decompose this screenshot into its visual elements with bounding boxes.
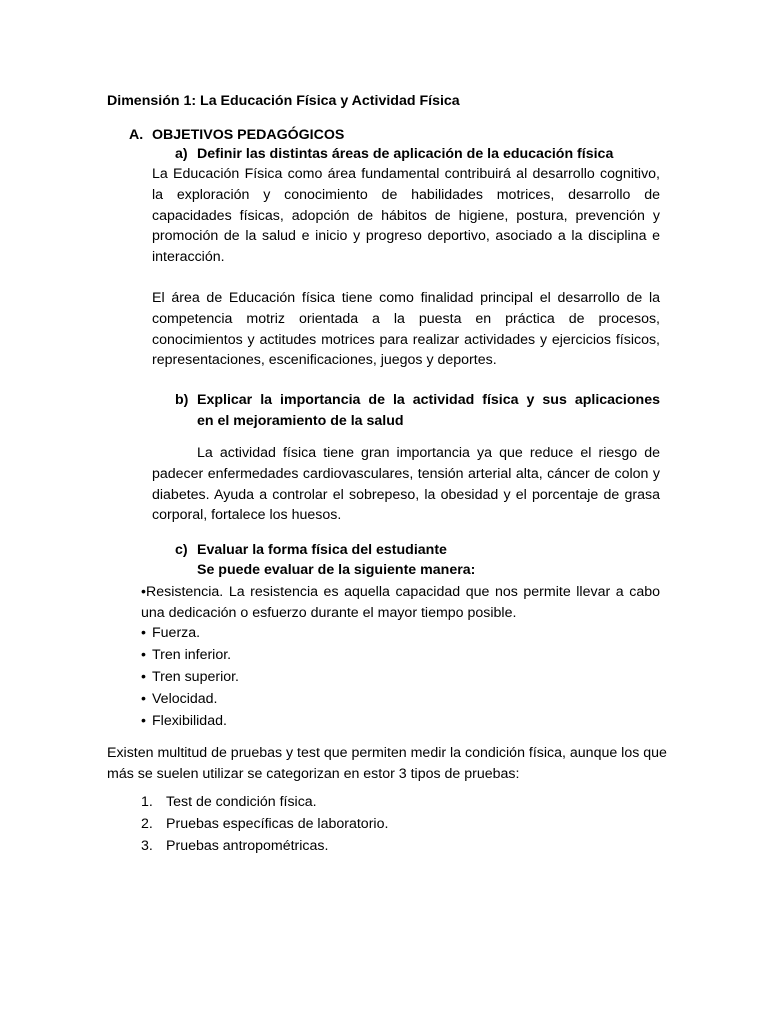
section-a-marker: A.	[129, 127, 144, 143]
bullet-icon: •	[141, 713, 146, 729]
sub-a-heading: Definir las distintas áreas de aplicación de la educación física	[197, 146, 614, 162]
bullet-list	[141, 582, 660, 624]
numbered-list-item: Pruebas específicas de laboratorio.	[166, 816, 389, 832]
section-a-heading: OBJETIVOS PEDAGÓGICOS	[152, 127, 345, 143]
list-item	[141, 582, 660, 624]
sub-b-heading-line-2: en el mejoramiento de la salud	[197, 413, 404, 429]
list-item: Tren inferior.	[152, 647, 232, 663]
sub-a-paragraph-2: El área de Educación física tiene como finalidad principal el desarrollo de la competencia motriz orientada a la puesta en práctica de procesos, conocimientos y actitudes motrices para realizar actividades y ejercicios físicos, representaciones, escenificaciones, juegos y deportes.	[152, 290, 660, 369]
list-item: Fuerza.	[152, 625, 201, 641]
bullet-icon: •	[141, 691, 146, 707]
sub-a-marker: a)	[175, 146, 188, 162]
sub-b-paragraph: La actividad física tiene gran importancia ya que reduce el riesgo de padecer enfermedades cardiovasculares, tensión arterial alta, cáncer de colon y diabetes. Ayuda a controlar el sobrepeso, la obesidad y el porcentaje de grasa corporal, fortalece los huesos.	[152, 445, 660, 524]
bullet-text: Resistencia. La resistencia es aquella capacidad que nos permite llevar a cabo una dedicación o esfuerzo durante el mayor tiempo posible.	[141, 584, 660, 621]
list-item: Velocidad.	[152, 691, 218, 707]
numbered-list-marker: 3.	[141, 838, 153, 854]
numbered-list-item: Test de condición física.	[166, 794, 317, 810]
closing-paragraph: Existen multitud de pruebas y test que permiten medir la condición física, aunque los que más se suelen utilizar se categorizan en estor 3 tipos de pruebas:	[107, 745, 667, 782]
numbered-list-marker: 1.	[141, 794, 153, 810]
numbered-list-item: Pruebas antropométricas.	[166, 838, 329, 854]
numbered-list-marker: 2.	[141, 816, 153, 832]
bullet-icon: •	[141, 669, 146, 685]
list-item: Tren superior.	[152, 669, 240, 685]
sub-b-marker: b)	[175, 392, 189, 408]
list-item: Flexibilidad.	[152, 713, 227, 729]
document-title: Dimensión 1: La Educación Física y Actividad Física	[107, 93, 460, 109]
bullet-icon: •	[141, 584, 146, 600]
sub-c-heading-line-1: Evaluar la forma física del estudiante	[197, 542, 447, 558]
sub-c-marker: c)	[175, 542, 188, 558]
bullet-icon: •	[141, 647, 146, 663]
sub-a-paragraph-1: La Educación Física como área fundamental contribuirá al desarrollo cognitivo, la exploración y conocimiento de habilidades motrices, desarrollo de capacidades físicas, adopción de hábitos de higiene, postura, prevención y promoción de la salud e inicio y progreso deportivo, asociado a la disciplina e interacción.	[152, 166, 660, 266]
sub-c-heading-line-2: Se puede evaluar de la siguiente manera:	[197, 562, 476, 578]
sub-b-heading-line-1: Explicar la importancia de la actividad física y sus aplicaciones	[197, 392, 660, 408]
bullet-icon: •	[141, 625, 146, 641]
